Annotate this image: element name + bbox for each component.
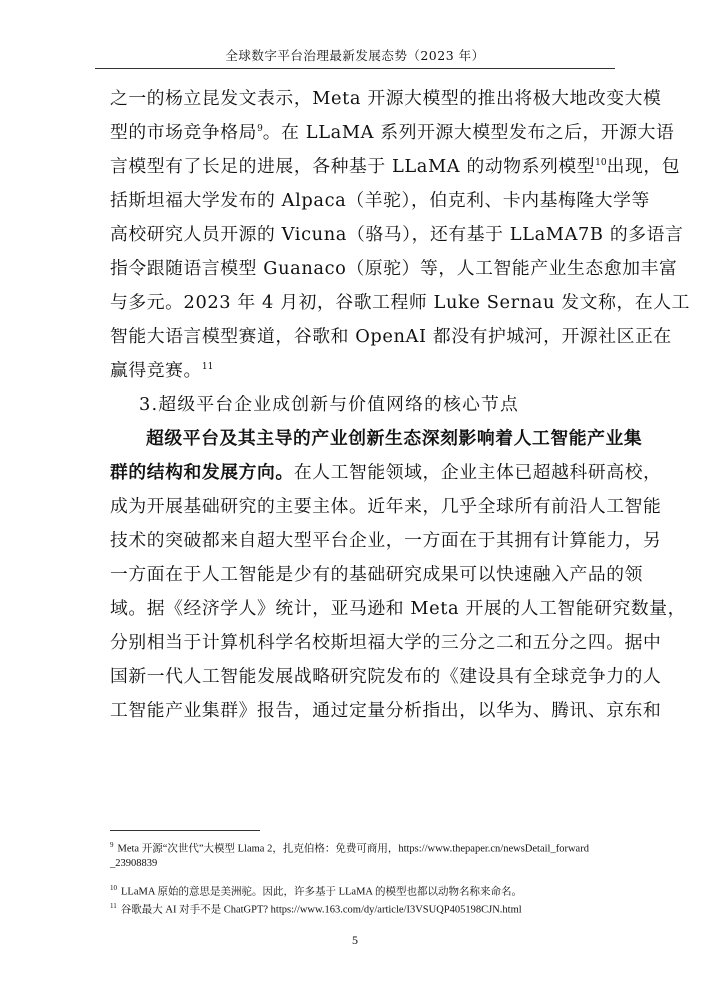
- paragraph-1: [110, 82, 690, 388]
- paragraph-line: [110, 456, 662, 490]
- footnote-10: [110, 881, 610, 900]
- footnote-ref: 11: [201, 362, 214, 373]
- footnote-text: LLaMA 原始的意思是美洲驼。因此，许多基于 LLaMA 的模型也都以动物名称来命名。: [121, 886, 523, 897]
- paragraph-line: [110, 150, 681, 184]
- section-heading: 3.超级平台企业成创新与价值网络的核心节点: [139, 394, 520, 415]
- paragraph-line: [110, 116, 675, 150]
- paragraph-line: 域。据《经济学人》统计，亚马逊和 Meta 开展的人工智能研究数量，: [110, 598, 687, 619]
- paragraph-line: 工智能产业集群》报告，通过定量分析指出，以华为、腾讯、京东和: [110, 700, 662, 721]
- footnote-number: 11: [110, 902, 117, 910]
- footnote-text: _23908839: [110, 857, 158, 869]
- footnote-11: [110, 899, 610, 918]
- text-span: 赢得竞赛。: [110, 360, 202, 381]
- paragraph-line: 高校研究人员开源的 Vicuna（骆马），还有基于 LLaMA7B 的多语言: [110, 224, 684, 245]
- footnote-text: Meta 开源“次世代”大模型 Llama 2，扎克伯格：免费可商用，https://www.thepaper.cn/newsDetail_forward: [117, 843, 589, 855]
- paragraph-line: [110, 354, 604, 388]
- paragraph-line: 与多元。2023 年 4 月初，谷歌工程师 Luke Sernau 发文称，在人工: [110, 292, 690, 313]
- header-title: 全球数字平台治理最新发展态势（2023 年）: [225, 48, 485, 63]
- paragraph-2: [110, 422, 687, 728]
- text-span: 在人工智能领域，企业主体已超越科研高校，: [293, 462, 662, 483]
- footnote-rule: [110, 830, 260, 831]
- paragraph-line: 智能大语言模型赛道，谷歌和 OpenAI 都没有护城河，开源社区正在: [110, 326, 672, 347]
- footnote-ref: 9: [257, 124, 263, 135]
- footnote-number: 9: [110, 841, 114, 849]
- bold-span: 群的结构和发展方向。: [110, 462, 294, 483]
- footnote-9: [110, 838, 610, 871]
- paragraph-line: 分别相当于计算机科学名校斯坦福大学的三分之二和五分之四。据中: [110, 632, 662, 653]
- paragraph-line: 技术的突破都来自超大型平台企业，一方面在于其拥有计算能力，另: [110, 530, 662, 551]
- paragraph-line: 括斯坦福大学发布的 Alpaca（羊驼），伯克利、卡内基梅隆大学等: [110, 190, 650, 211]
- footnote-ref: 10: [595, 158, 607, 169]
- text-span: 言模型有了长足的进展，各种基于 LLaMA 的动物系列模型: [110, 156, 596, 177]
- text-span: 型的市场竞争格局: [110, 122, 258, 143]
- paragraph-line: 超级平台及其主导的产业创新生态深刻影响着人工智能产业集: [146, 428, 643, 449]
- footnotes: [110, 838, 610, 918]
- text-span: 出现，包: [606, 156, 681, 177]
- paragraph-line: 之一的杨立昆发文表示，Meta 开源大模型的推出将极大地改变大模: [110, 88, 662, 109]
- paragraph-line: 一方面在于人工智能是少有的基础研究成果可以快速融入产品的领: [110, 564, 644, 585]
- paragraph-line: 成为开展基础研究的主要主体。近年来，几乎全球所有前沿人工智能: [110, 496, 662, 517]
- header-rule: [95, 68, 615, 69]
- body-text: [110, 82, 690, 728]
- paragraph-line: 国新一代人工智能发展战略研究院发布的《建设具有全球竞争力的人: [110, 666, 662, 687]
- footnote-text: 谷歌最大 AI 对手不是 ChatGPT? https://www.163.com/dy/article/I3VSUQP405198CJN.html: [120, 904, 522, 916]
- text-span: 。在 LLaMA 系列开源大模型发布之后，开源大语: [262, 122, 675, 143]
- paragraph-line: 指令跟随语言模型 Guanaco（原驼）等，人工智能产业生态愈加丰富: [110, 258, 678, 279]
- footnote-number: 10: [110, 883, 117, 892]
- page-number: 5: [352, 933, 358, 947]
